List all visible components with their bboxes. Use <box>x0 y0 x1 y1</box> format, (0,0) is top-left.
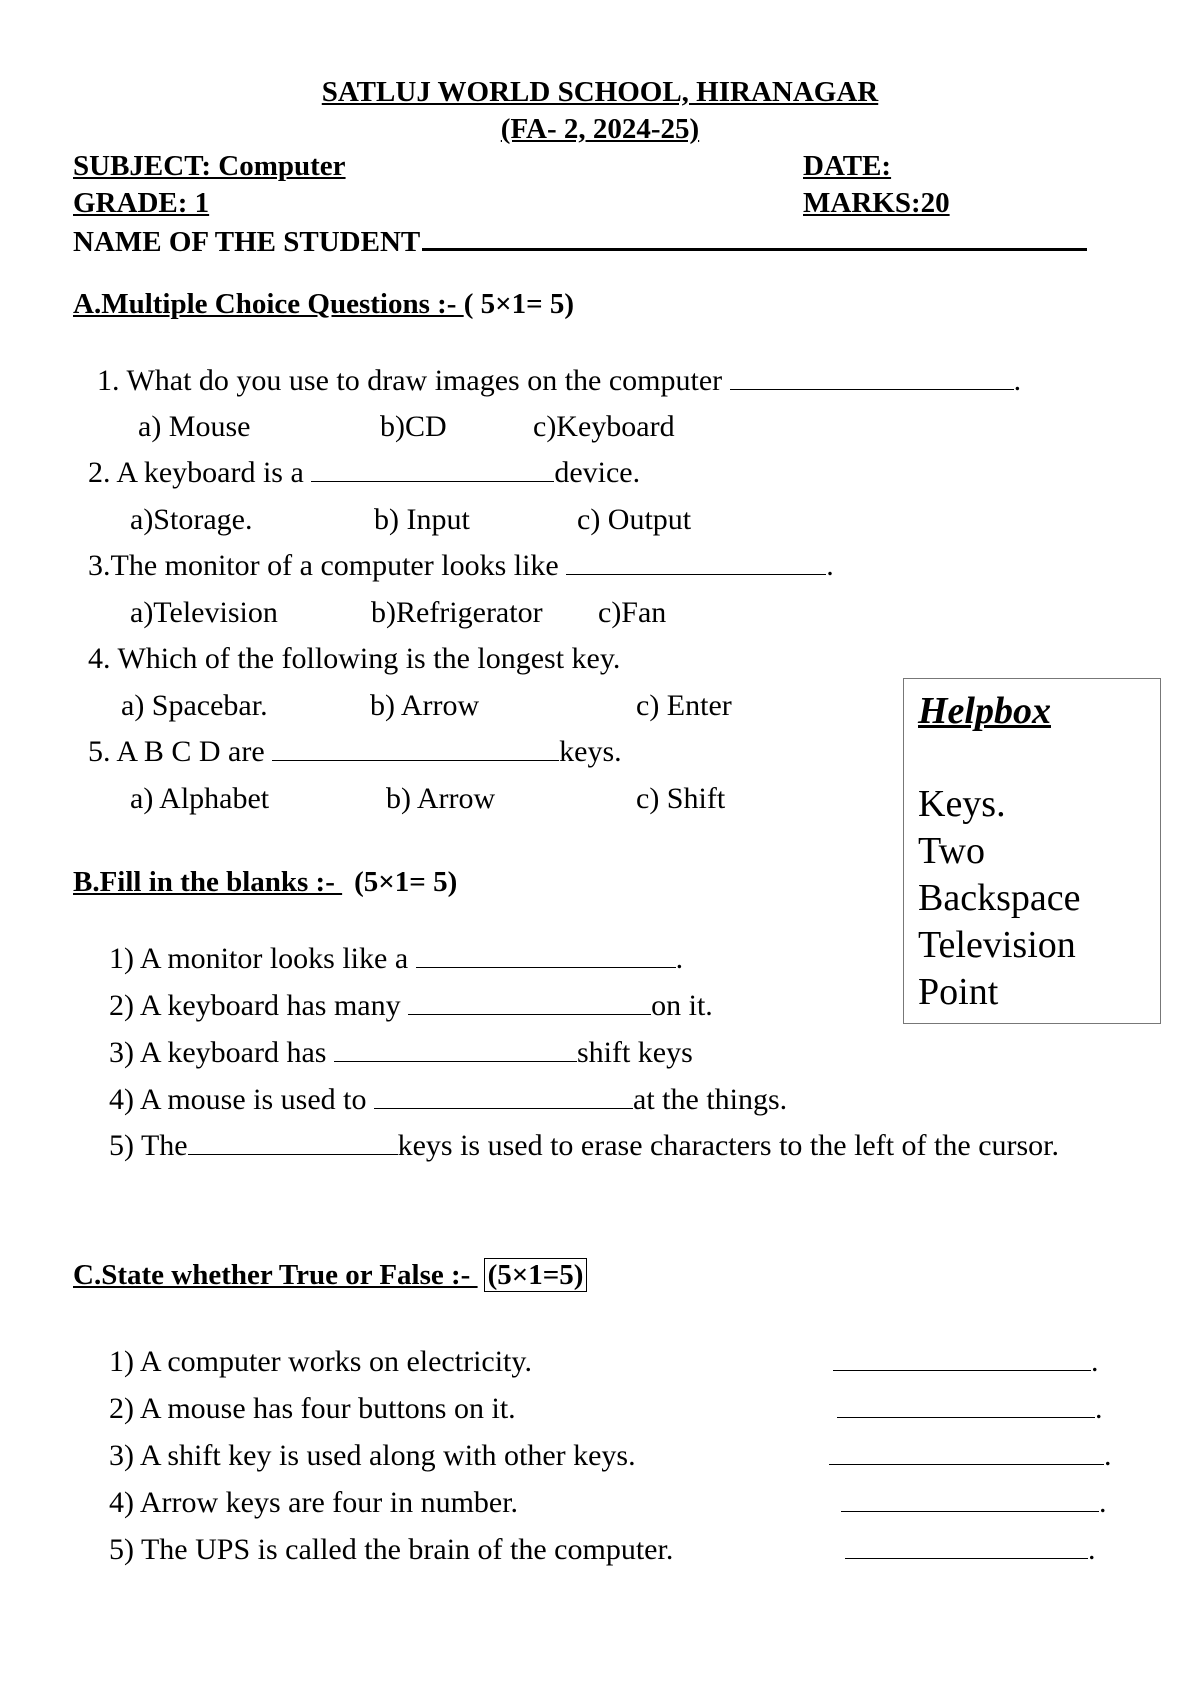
true-false-5: 5) The UPS is called the brain of the computer. <box>109 1533 674 1566</box>
fill-blank-end: at the things. <box>633 1083 788 1116</box>
mcq-option: a) Mouse <box>138 410 251 443</box>
section-b-title: B.Fill in the blanks :- <box>73 866 343 898</box>
answer-blank[interactable] <box>730 367 1014 390</box>
mcq-question-2 <box>88 456 640 490</box>
true-false-answer-1 <box>833 1345 1099 1379</box>
answer-blank[interactable] <box>566 552 826 575</box>
mcq-question-text: 4. Which of the following is the longest key. <box>88 642 621 675</box>
mcq-option: b)Refrigerator <box>371 596 543 629</box>
fill-blank-text: 3) A keyboard has <box>109 1036 334 1069</box>
helpbox-item: Two <box>918 830 986 872</box>
mcq-question-1 <box>97 364 1021 398</box>
mcq-option: b) Arrow <box>386 782 496 815</box>
answer-blank[interactable] <box>416 945 676 968</box>
true-false-answer-4 <box>841 1486 1107 1520</box>
true-false-4: 4) Arrow keys are four in number. <box>109 1486 519 1519</box>
true-false-2: 2) A mouse has four buttons on it. <box>109 1392 516 1425</box>
mcq-question-end: keys. <box>559 735 622 768</box>
helpbox <box>903 678 1161 1024</box>
fill-blank-end: keys is used to erase characters to the left of the cursor. <box>397 1129 1060 1162</box>
mcq-question-text: 3.The monitor of a computer looks like <box>88 549 567 582</box>
fill-blank-1 <box>109 942 683 976</box>
mcq-question-text: 2. A keyboard is a <box>88 456 312 489</box>
section-a-heading <box>73 288 574 321</box>
mcq-option: c) Shift <box>636 782 726 815</box>
blank-end: . <box>1095 1392 1103 1425</box>
answer-blank[interactable] <box>311 459 554 482</box>
mcq-option: a)Storage. <box>130 503 253 536</box>
mcq-option: b) Arrow <box>370 689 480 722</box>
true-false-3: 3) A shift key is used along with other keys. <box>109 1439 636 1472</box>
true-false-answer-5 <box>845 1533 1096 1567</box>
section-c-marks: (5×1=5) <box>484 1258 588 1292</box>
answer-blank[interactable] <box>272 738 559 761</box>
exam-title: (FA- 2, 2024-25) <box>500 113 700 145</box>
mcq-option: c)Fan <box>598 596 667 629</box>
helpbox-item: Point <box>918 971 999 1013</box>
fill-blank-end: on it. <box>651 989 713 1022</box>
answer-blank[interactable] <box>845 1536 1088 1559</box>
mcq-question-end: . <box>826 549 834 582</box>
answer-blank[interactable] <box>833 1348 1091 1371</box>
mcq-option: a)Television <box>130 596 278 629</box>
school-title: SATLUJ WORLD SCHOOL, HIRANAGAR <box>321 76 879 108</box>
mcq-question-5 <box>88 735 622 769</box>
section-a-marks: ( 5×1= 5) <box>463 288 575 320</box>
mcq-question-text: 5. A B C D are <box>88 735 273 768</box>
answer-blank[interactable] <box>334 1039 577 1062</box>
helpbox-title: Helpbox <box>918 690 1051 732</box>
subject-label: SUBJECT: Computer <box>73 150 346 182</box>
mcq-question-text: 1. What do you use to draw images on the computer <box>97 364 730 397</box>
section-a-title: A.Multiple Choice Questions :- <box>73 288 464 320</box>
mcq-question-end: device. <box>554 456 641 489</box>
helpbox-item: Television <box>918 924 1076 966</box>
student-name-label: NAME OF THE STUDENT <box>73 226 421 258</box>
mcq-question-end: . <box>1013 364 1022 397</box>
section-c-heading <box>73 1259 587 1292</box>
helpbox-list <box>918 781 1146 1016</box>
fill-blank-end: . <box>675 942 684 975</box>
fill-blank-text: 4) A mouse is used to <box>109 1083 375 1116</box>
section-b-marks: (5×1= 5) <box>354 866 458 898</box>
answer-blank[interactable] <box>841 1489 1099 1512</box>
fill-blank-text: 1) A monitor looks like a <box>109 942 416 975</box>
fill-blank-4 <box>109 1083 787 1117</box>
answer-blank[interactable] <box>374 1086 633 1109</box>
section-b-heading <box>73 866 457 899</box>
answer-blank[interactable] <box>188 1132 398 1155</box>
mcq-option: c) Enter <box>636 689 732 722</box>
mcq-option: a) Alphabet <box>130 782 270 815</box>
answer-blank[interactable] <box>408 992 651 1015</box>
mcq-option: c) Output <box>577 503 692 536</box>
fill-blank-2 <box>109 989 713 1023</box>
grade-label: GRADE: 1 <box>73 187 210 219</box>
student-name-field[interactable] <box>422 224 1087 251</box>
date-label: DATE: <box>803 150 892 182</box>
fill-blank-3 <box>109 1036 693 1070</box>
mcq-question-3 <box>88 549 834 583</box>
blank-end: . <box>1091 1345 1099 1378</box>
blank-end: . <box>1104 1439 1112 1472</box>
true-false-answer-3 <box>829 1439 1112 1473</box>
marks-label: MARKS:20 <box>803 187 950 219</box>
answer-blank[interactable] <box>837 1395 1095 1418</box>
mcq-option: a) Spacebar. <box>121 689 268 722</box>
mcq-option: c)Keyboard <box>533 410 675 443</box>
mcq-option: b)CD <box>380 410 447 443</box>
fill-blank-text: 2) A keyboard has many <box>109 989 409 1022</box>
student-name-row <box>73 224 1087 259</box>
true-false-1: 1) A computer works on electricity. <box>109 1345 532 1378</box>
helpbox-item: Backspace <box>918 877 1081 919</box>
answer-blank[interactable] <box>829 1442 1104 1465</box>
true-false-answer-2 <box>837 1392 1103 1426</box>
fill-blank-text: 5) The <box>109 1129 188 1162</box>
section-c-title: C.State whether True or False :- <box>73 1259 478 1291</box>
mcq-question-4 <box>88 642 620 676</box>
mcq-option: b) Input <box>374 503 470 536</box>
blank-end: . <box>1088 1533 1096 1566</box>
blank-end: . <box>1099 1486 1107 1519</box>
fill-blank-5 <box>109 1129 1059 1163</box>
helpbox-item: Keys. <box>918 783 1006 825</box>
fill-blank-end: shift keys <box>576 1036 693 1069</box>
